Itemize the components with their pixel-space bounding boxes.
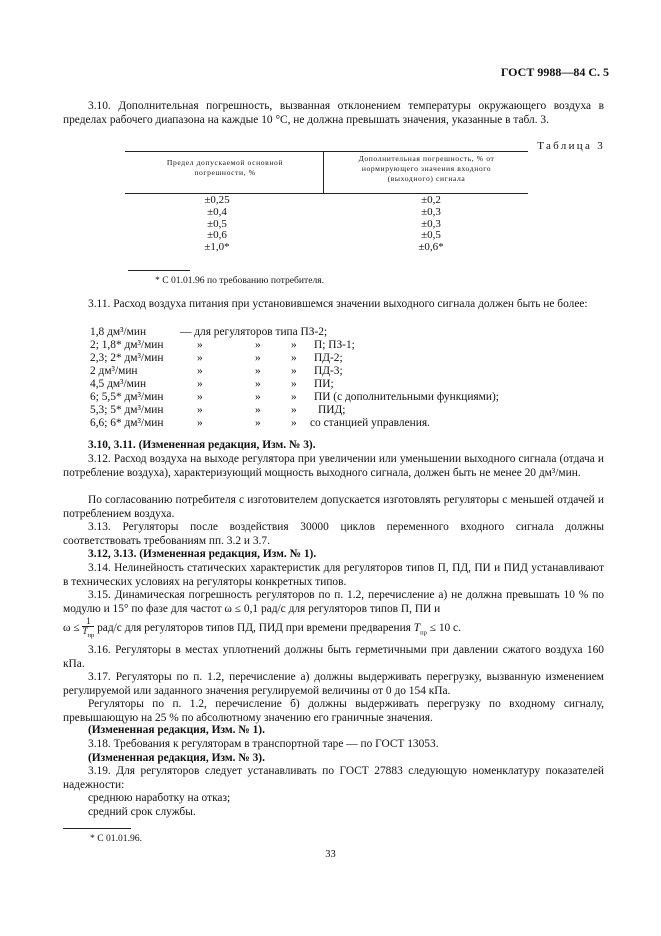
tpr-variable: [413, 622, 427, 637]
table-cell: ±0,3: [421, 205, 441, 218]
footnote: * С 01.01.96.: [90, 833, 142, 844]
flow-rate: 2 дм³/мин: [90, 365, 138, 377]
flow-type: ПД-3;: [314, 365, 343, 377]
table-cell: ±0,5: [207, 217, 227, 230]
tpr-subscript: пр: [420, 629, 427, 637]
ditto-mark: »: [255, 352, 261, 364]
reliability-item: средний срок службы.: [88, 806, 196, 818]
paragraph-3-11: 3.11. Расход воздуха питания при установившемся значении выходного сигнала должен быть не более:: [88, 298, 588, 310]
omega-condition: ω ≤: [63, 622, 80, 635]
flow-rate: 6; 5,5* дм³/мин: [90, 391, 164, 403]
ditto-mark: »: [291, 365, 297, 377]
ditto-mark: »: [197, 391, 203, 403]
ditto-mark: »: [291, 417, 297, 429]
flow-type: ПИД;: [318, 404, 346, 416]
table-cell: ±0,4: [207, 205, 227, 218]
paragraph-3-12b: По согласованию потребителя с изготовителем допускается изготовлять регуляторы с меньшей отдачей и потреблением воздуха.: [63, 494, 604, 520]
table-cell: ±0,25: [204, 194, 230, 206]
ditto-mark: »: [255, 417, 261, 429]
ditto-mark: »: [197, 365, 203, 377]
table-caption: Таблица 3: [537, 140, 605, 152]
fraction-numerator: 1: [82, 617, 94, 627]
flow-type: со станцией управления.: [310, 417, 430, 429]
ditto-mark: »: [197, 352, 203, 364]
ditto-mark: »: [291, 404, 297, 416]
ditto-mark: »: [255, 339, 261, 351]
table-cell: ±0,6: [207, 229, 227, 242]
flow-rate: 6,6; 6* дм³/мин: [90, 417, 164, 429]
reliability-item: среднюю наработку на отказ;: [88, 792, 231, 804]
flow-type: ПИ;: [314, 378, 334, 390]
paragraph-3-17b: Регуляторы по п. 1.2, перечисление б) должны выдерживать перегрузку по входному сигналу, превышающую на 25 % по абсолютному значению его граничные значения.: [63, 698, 604, 724]
table-header-col1: Предел допускаемой основной погрешности, %: [166, 158, 284, 177]
paragraph-3-13: 3.13. Регуляторы после воздействия 30000 циклов переменного входного сигнала должны соответствовать требованиям пп. 3.2 и 3.7.: [63, 521, 604, 547]
amendment-note: 3.12, 3.13. (Измененная редакция, Изм. № 1).: [88, 548, 317, 560]
ditto-mark: »: [291, 391, 297, 403]
paragraph-3-16: 3.16. Регуляторы в местах уплотнений должны быть герметичными при давлении сжатого воздуха 160 кПа.: [63, 644, 604, 670]
table-column-divider: [323, 151, 324, 194]
formula-text: рад/с для регуляторов типов ПД, ПИД при времени предварения: [97, 622, 411, 635]
page-header: ГОСТ 9988—84 С. 5: [500, 65, 609, 79]
table-cell: ±0,5: [421, 229, 441, 242]
ditto-mark: »: [197, 339, 203, 351]
amendment-note: (Измененная редакция, Изм. № 3).: [88, 752, 265, 764]
ditto-mark: »: [291, 339, 297, 351]
table-cell: ±0,3: [421, 217, 441, 230]
flow-rate: 1,8 дм³/мин: [90, 326, 147, 338]
tpr-subscript: пр: [87, 631, 95, 639]
paragraph-3-15: 3.15. Динамическая погрешность регуляторов по п. 1.2, перечисление а) не должна превышать 10 % по модулю и 15° по фазе для частот ω ≤ 0,1 рад/с для регуляторов типов П, ПИ и: [63, 589, 604, 615]
tpr-symbol: T: [82, 626, 88, 636]
ditto-mark: »: [255, 365, 261, 377]
table-header-col2: Дополнительная погрешность, % от нормирующего значения входного (выходного) сигнала: [358, 154, 495, 183]
flow-rate: 4,5 дм³/мин: [90, 378, 147, 390]
amendment-note: (Измененная редакция, Изм. № 1).: [88, 724, 265, 736]
paragraph-3-18: 3.18. Требования к регуляторам в транспортной таре — по ГОСТ 13053.: [88, 738, 439, 750]
footnote-rule: [128, 270, 190, 271]
table-col1-values: [197, 195, 237, 254]
table-cell: ±1,0*: [204, 241, 230, 254]
flow-type: П; ПЗ-1;: [314, 339, 355, 351]
table-header-rule: [125, 193, 528, 194]
paragraph-3-14: 3.14. Нелинейность статических характеристик для регуляторов типов П, ПД, ПИ и ПИД устанавливают в технических условиях на регуляторы конкретных типов.: [63, 562, 604, 588]
flow-rate: 5,3; 5* дм³/мин: [90, 404, 164, 416]
ditto-mark: »: [197, 404, 203, 416]
paragraph-3-17: 3.17. Регуляторы по п. 1.2, перечисление а) должны выдерживать перегрузку, вызванную изменением регулируемой или заданного значения регулируемой величины от 0 до 154 кПа.: [63, 671, 604, 697]
ditto-mark: »: [197, 417, 203, 429]
table-footnote: * С 01.01.96 по требованию потребителя.: [155, 275, 325, 286]
tpr-symbol: T: [413, 622, 421, 635]
paragraph-3-15-formula: [63, 617, 461, 640]
page-number: 33: [325, 849, 336, 860]
footnote-rule: [63, 828, 131, 829]
ditto-mark: »: [255, 404, 261, 416]
table-cell: ±0,2: [421, 194, 441, 206]
flow-type: — для регуляторов типа ПЗ-2;: [180, 326, 328, 338]
fraction-denominator: [82, 627, 94, 640]
table-col2-values: [411, 195, 451, 254]
ditto-mark: »: [291, 378, 297, 390]
ditto-mark: »: [197, 378, 203, 390]
flow-type: ПИ (с дополнительными функциями);: [314, 391, 499, 403]
flow-rate: 2,3; 2* дм³/мин: [90, 352, 164, 364]
amendment-note: 3.10, 3.11. (Измененная редакция, Изм. № 3).: [88, 439, 316, 451]
table-cell: ±0,6*: [418, 241, 444, 254]
paragraph-3-19: 3.19. Для регуляторов следует устанавливать по ГОСТ 27883 следующую номенклатуру показателей надежности:: [63, 765, 604, 791]
paragraph-3-10: 3.10. Дополнительная погрешность, вызванная отклонением температуры окружающего воздуха в пределах рабочего диапазона на каждые 10 °С, не должна превышать значения, указанные в табл. 3.: [63, 100, 604, 126]
tpr-condition: ≤ 10 с.: [429, 622, 461, 635]
ditto-mark: »: [255, 378, 261, 390]
flow-type: ПД-2;: [314, 352, 343, 364]
flow-rate: 2; 1,8* дм³/мин: [90, 339, 164, 351]
ditto-mark: »: [255, 391, 261, 403]
table-top-rule: [125, 151, 528, 152]
ditto-mark: »: [291, 352, 297, 364]
paragraph-3-12: 3.12. Расход воздуха на выходе регулятора при увеличении или уменьшении выходного сигнала (отдача и потребление воздуха), характеризующий мощность выходного сигнала, должен быть не менее 20 дм³/мин.: [63, 453, 604, 479]
fraction: [82, 617, 94, 640]
